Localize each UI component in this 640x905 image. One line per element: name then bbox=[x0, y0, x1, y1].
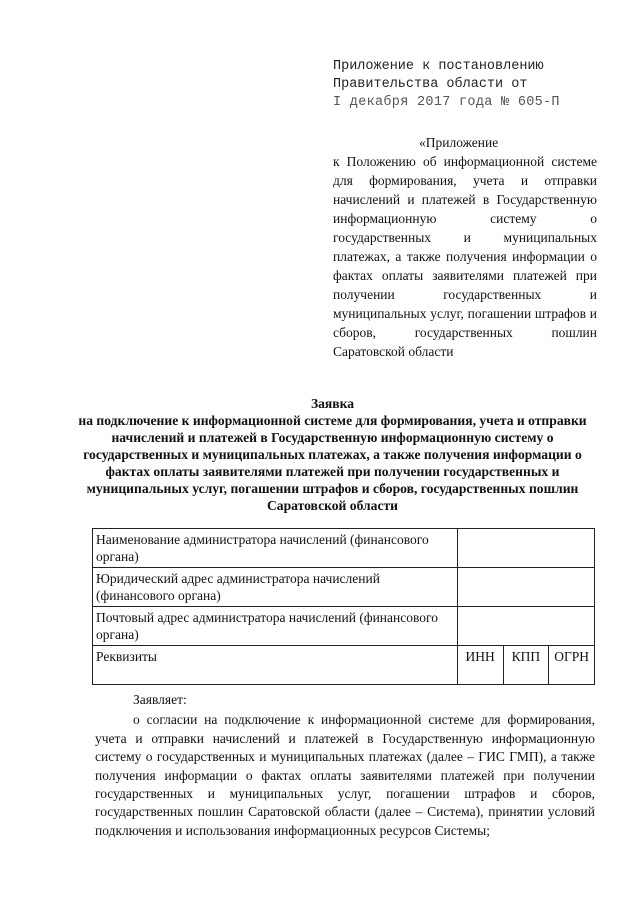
title-subtitle: на подключение к информационной системе для формирования, учета и отправки начислений и платежей в Государственную информационную систему о государственных и муниципальных платежах, а также получения информации о фактах оплаты заявителями платежей при получении государственных и муниципальных услуг, погашении штрафов и сборов, государственных пошлин Саратовской области bbox=[78, 413, 587, 513]
ogrn-cell: ОГРН bbox=[549, 646, 595, 685]
attachment-line-2: Правительства области от bbox=[333, 77, 528, 92]
table-cell-label: Наименование администратора начислений (финансового органа) bbox=[93, 529, 458, 568]
kpp-cell: КПП bbox=[503, 646, 549, 685]
table-cell-value bbox=[457, 607, 594, 646]
table-row bbox=[93, 607, 595, 646]
table-cell-label: Юридический адрес администратора начислений (финансового органа) bbox=[93, 568, 458, 607]
inn-cell: ИНН bbox=[457, 646, 503, 685]
appendix-heading: «Приложение bbox=[419, 135, 499, 150]
declaration-block bbox=[95, 691, 595, 840]
requisites-table bbox=[92, 528, 595, 685]
table-row bbox=[93, 646, 595, 685]
table-cell-value bbox=[457, 568, 594, 607]
attachment-line-1: Приложение к постановлению bbox=[333, 59, 544, 74]
table-row bbox=[93, 568, 595, 607]
declaration-lead: Заявляет: bbox=[133, 692, 187, 707]
requisites-label: Реквизиты bbox=[93, 646, 458, 685]
declaration-paragraph: о согласии на подключение к информационной системе для формирования, учета и отправки начислений и платежей в Государственную информационную систему о государственных и муниципальных платежах (далее – ГИС ГМП), а также получения информации о фактах оплаты заявителями платежей при получении государственных и муниципальных услуг, погашении штрафов и сборов, государственных пошлин Саратовской области (далее – Система), принятии условий подключения и использования информационных ресурсов Системы; bbox=[95, 712, 595, 838]
attachment-block bbox=[333, 58, 613, 112]
table-cell-value bbox=[457, 529, 594, 568]
table-row bbox=[93, 529, 595, 568]
attachment-date-line: I декабря 2017 года № 605-П bbox=[333, 95, 560, 110]
appendix-body: к Положению об информационной системе для формирования, учета и отправки начислений и платежей в Государственную информационную систему о государственных и муниципальных платежах, а также получения информации о фактах оплаты заявителями платежей при получении государственных и муниципальных услуг, погашении штрафов и сборов, государственных пошлин Саратовской области bbox=[333, 154, 597, 359]
table-cell-label: Почтовый адрес администратора начислений (финансового органа) bbox=[93, 607, 458, 646]
title-heading: Заявка bbox=[310, 396, 355, 411]
appendix-block bbox=[333, 133, 597, 361]
document-title bbox=[75, 395, 590, 514]
